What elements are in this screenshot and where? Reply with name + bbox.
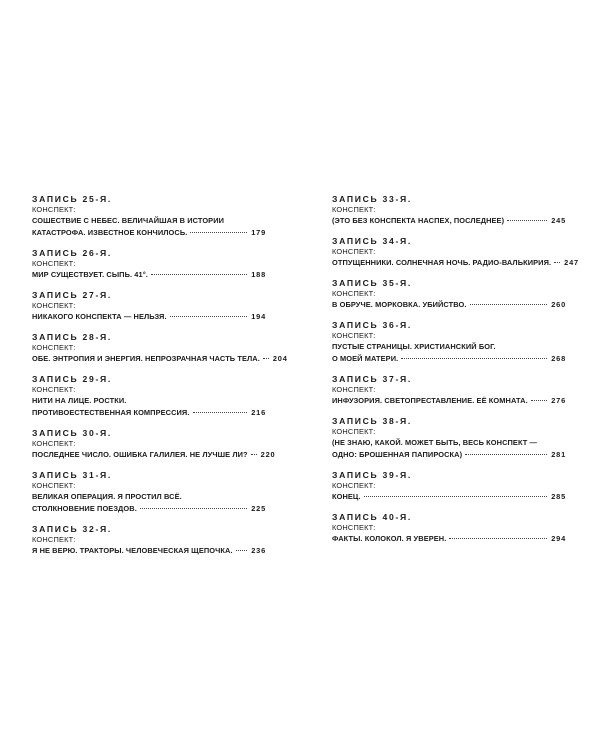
dot-leader (531, 399, 548, 401)
entry-label: КОНСПЕКТ: (32, 301, 76, 310)
entry-summary-text: НИКАКОГО КОНСПЕКТА — НЕЛЬЗЯ. (32, 312, 167, 321)
entry-summary-line (332, 215, 566, 227)
entry-heading: ЗАПИСЬ 33-Я. (332, 194, 412, 204)
entry-summary-text: ОДНО: БРОШЕННАЯ ПАПИРОСКА) (332, 450, 463, 459)
dot-leader (151, 273, 247, 275)
entry-summary-text: О МОЕЙ МАТЕРИ. (332, 354, 399, 363)
entry-summary-line (332, 341, 566, 353)
toc-entry (332, 236, 579, 269)
toc-entry (32, 332, 288, 365)
dot-leader (140, 507, 247, 509)
entry-heading: ЗАПИСЬ 29-Я. (32, 374, 112, 384)
entry-label: КОНСПЕКТ: (332, 331, 376, 340)
entry-label: КОНСПЕКТ: (332, 481, 376, 490)
toc-column-left (32, 194, 288, 566)
entry-summary-line (32, 215, 266, 227)
entry-summary-line (32, 491, 266, 503)
entry-summary-text: ОТПУЩЕННИКИ. СОЛНЕЧНАЯ НОЧЬ. РАДИО-ВАЛЬКИРИЯ. (332, 258, 552, 267)
entry-label: КОНСПЕКТ: (332, 247, 376, 256)
toc-entry (32, 470, 266, 515)
entry-summary-text: ПОСЛЕДНЕЕ ЧИСЛО. ОШИБКА ГАЛИЛЕЯ. НЕ ЛУЧШЕ ЛИ? (32, 450, 248, 459)
dot-leader (251, 453, 257, 455)
entry-summary-line (332, 437, 566, 449)
dot-leader (470, 303, 548, 305)
entry-summary-line (332, 449, 566, 461)
entry-summary-line (32, 503, 266, 515)
toc-entry (32, 290, 266, 323)
entry-label: КОНСПЕКТ: (32, 481, 76, 490)
entry-heading: ЗАПИСЬ 35-Я. (332, 278, 412, 288)
page-number: 204 (272, 354, 288, 363)
page-number: 268 (551, 354, 566, 363)
dot-leader (364, 495, 548, 497)
toc-entry (332, 374, 566, 407)
page-number: 188 (251, 270, 266, 279)
entry-heading: ЗАПИСЬ 28-Я. (32, 332, 112, 342)
toc-column-right (332, 194, 579, 554)
page-number: 194 (251, 312, 266, 321)
entry-summary-line (332, 533, 566, 545)
entry-summary-text: ПУСТЫЕ СТРАНИЦЫ. ХРИСТИАНСКИЙ БОГ. (332, 342, 496, 351)
entry-summary-text: (НЕ ЗНАЮ, КАКОЙ. МОЖЕТ БЫТЬ, ВЕСЬ КОНСПЕКТ — (332, 438, 538, 447)
entry-label: КОНСПЕКТ: (32, 535, 76, 544)
entry-summary-line (332, 257, 579, 269)
entry-label: КОНСПЕКТ: (32, 205, 76, 214)
toc-entry (332, 320, 566, 365)
entry-summary-text: ВЕЛИКАЯ ОПЕРАЦИЯ. Я ПРОСТИЛ ВСЁ. (32, 492, 182, 501)
entry-heading: ЗАПИСЬ 34-Я. (332, 236, 412, 246)
entry-summary-line (32, 353, 288, 365)
page-number: 285 (551, 492, 566, 501)
entry-summary-text: СТОЛКНОВЕНИЕ ПОЕЗДОВ. (32, 504, 137, 513)
entry-label: КОНСПЕКТ: (32, 439, 76, 448)
entry-summary-line (32, 311, 266, 323)
entry-heading: ЗАПИСЬ 25-Я. (32, 194, 112, 204)
toc-entry (332, 278, 566, 311)
toc-entry (32, 524, 266, 557)
page-number: 260 (551, 300, 566, 309)
entry-heading: ЗАПИСЬ 38-Я. (332, 416, 412, 426)
entry-heading: ЗАПИСЬ 40-Я. (332, 512, 412, 522)
toc-entry (32, 428, 276, 461)
entry-label: КОНСПЕКТ: (332, 385, 376, 394)
entry-heading: ЗАПИСЬ 39-Я. (332, 470, 412, 480)
entry-label: КОНСПЕКТ: (32, 343, 76, 352)
entry-summary-text: ФАКТЫ. КОЛОКОЛ. Я УВЕРЕН. (332, 534, 447, 543)
entry-heading: ЗАПИСЬ 32-Я. (32, 524, 112, 534)
entry-summary-line (32, 407, 266, 419)
entry-label: КОНСПЕКТ: (332, 205, 376, 214)
entry-summary-line (332, 491, 566, 503)
entry-summary-text: НИТИ НА ЛИЦЕ. РОСТКИ. (32, 396, 127, 405)
entry-summary-text: ИНФУЗОРИЯ. СВЕТОПРЕСТАВЛЕНИЕ. ЕЁ КОМНАТА. (332, 396, 528, 405)
entry-heading: ЗАПИСЬ 26-Я. (32, 248, 112, 258)
entry-summary-line (32, 269, 266, 281)
entry-summary-line (32, 449, 276, 461)
entry-summary-text: МИР СУЩЕСТВУЕТ. СЫПЬ. 41°. (32, 270, 148, 279)
dot-leader (190, 231, 247, 233)
entry-heading: ЗАПИСЬ 31-Я. (32, 470, 112, 480)
entry-heading: ЗАПИСЬ 30-Я. (32, 428, 112, 438)
page-number: 236 (251, 546, 266, 555)
toc-entry (332, 470, 566, 503)
page-number: 294 (551, 534, 566, 543)
dot-leader (465, 453, 547, 455)
entry-label: КОНСПЕКТ: (332, 427, 376, 436)
entry-summary-text: Я НЕ ВЕРЮ. ТРАКТОРЫ. ЧЕЛОВЕЧЕСКАЯ ЩЕПОЧКА. (32, 546, 233, 555)
dot-leader (554, 261, 560, 263)
entry-summary-line (332, 299, 566, 311)
dot-leader (170, 315, 248, 317)
dot-leader (193, 411, 248, 413)
toc-entry (32, 194, 266, 239)
entry-label: КОНСПЕКТ: (332, 523, 376, 532)
entry-summary-text: КОНЕЦ. (332, 492, 361, 501)
entry-summary-text: (ЭТО БЕЗ КОНСПЕКТА НАСПЕХ, ПОСЛЕДНЕЕ) (332, 216, 505, 225)
entry-summary-line (32, 545, 266, 557)
entry-heading: ЗАПИСЬ 27-Я. (32, 290, 112, 300)
toc-entry (32, 374, 266, 419)
page-number: 179 (251, 228, 266, 237)
entry-heading: ЗАПИСЬ 37-Я. (332, 374, 412, 384)
entry-label: КОНСПЕКТ: (32, 259, 76, 268)
entry-summary-text: ПРОТИВОЕСТЕСТВЕННАЯ КОМПРЕССИЯ. (32, 408, 190, 417)
entry-summary-line (32, 227, 266, 239)
entry-summary-text: ОБЕ. ЭНТРОПИЯ И ЭНЕРГИЯ. НЕПРОЗРАЧНАЯ ЧАСТЬ ТЕЛА. (32, 354, 260, 363)
page-number: 220 (260, 450, 276, 459)
toc-entry (332, 512, 566, 545)
page-number: 216 (251, 408, 266, 417)
entry-summary-line (332, 353, 566, 365)
entry-label: КОНСПЕКТ: (332, 289, 376, 298)
dot-leader (401, 357, 547, 359)
dot-leader (263, 357, 269, 359)
entry-summary-text: В ОБРУЧЕ. МОРКОВКА. УБИЙСТВО. (332, 300, 467, 309)
entry-summary-line (32, 395, 266, 407)
toc-entry (332, 194, 566, 227)
entry-summary-text: СОШЕСТВИЕ С НЕБЕС. ВЕЛИЧАЙШАЯ В ИСТОРИИ (32, 216, 225, 225)
toc-entry (332, 416, 566, 461)
page-number: 281 (551, 450, 566, 459)
entry-summary-line (332, 395, 566, 407)
page-number: 225 (251, 504, 266, 513)
page-number: 245 (551, 216, 566, 225)
toc-entry (32, 248, 266, 281)
entry-heading: ЗАПИСЬ 36-Я. (332, 320, 412, 330)
entry-summary-text: КАТАСТРОФА. ИЗВЕСТНОЕ КОНЧИЛОСЬ. (32, 228, 188, 237)
dot-leader (236, 549, 248, 551)
entry-label: КОНСПЕКТ: (32, 385, 76, 394)
dot-leader (449, 537, 547, 539)
dot-leader (507, 219, 547, 221)
page-number: 247 (564, 258, 579, 267)
page-number: 276 (551, 396, 566, 405)
